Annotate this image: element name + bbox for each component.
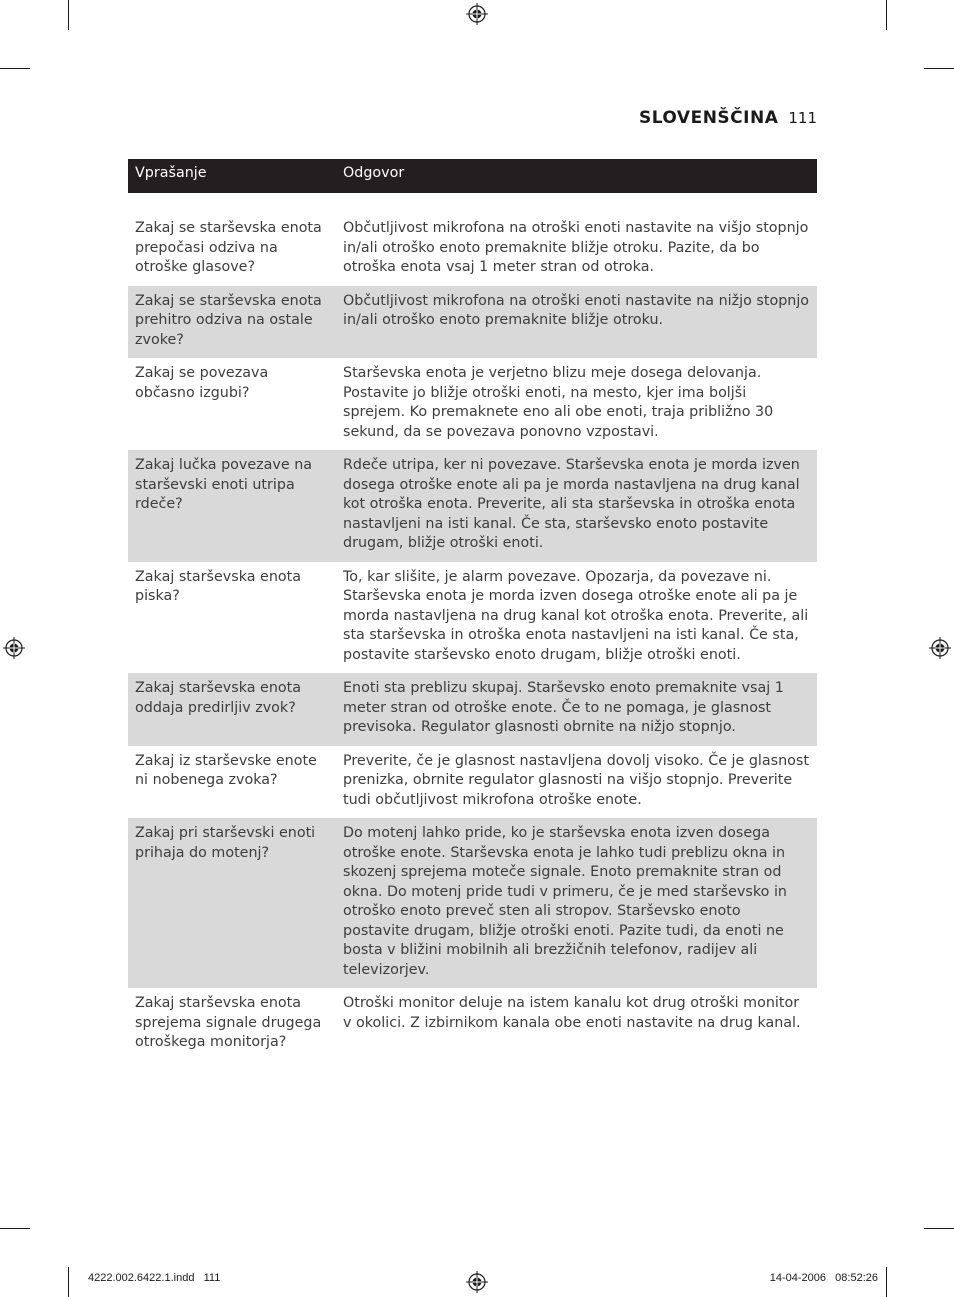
table-header-row (128, 159, 817, 193)
answer-cell: Starševska enota je verjetno blizu meje dosega delovanja. Postavite jo bližje otroški enoti, na mesto, kjer ima boljši sprejem. Ko premaknete eno ali obe enoti, traja približno 30 sekund, da se povezava ponovno vzpostavi. (343, 365, 774, 440)
crop-mark (0, 1228, 30, 1229)
table-row (128, 213, 817, 286)
question-cell: Zakaj se starševska enota prepočasi odziva na otroške glasove? (135, 220, 322, 275)
crop-mark (924, 1228, 954, 1229)
table-row (128, 286, 817, 359)
question-cell: Zakaj iz starševske enote ni nobenega zvoka? (135, 752, 317, 788)
page-number: 111 (788, 109, 817, 127)
section-language-title: SLOVENŠČINA (638, 108, 779, 128)
registration-mark-icon (466, 3, 488, 25)
table-row (128, 746, 817, 819)
registration-mark-icon (929, 637, 951, 659)
crop-mark (68, 1267, 69, 1297)
crop-mark (0, 68, 30, 69)
answer-cell: Enoti sta preblizu skupaj. Starševsko enoto premaknite vsaj 1 meter stran od otroške enote. Če to ne pomaga, je glasnost previsoka. Regulator glasnosti obrnite na nižjo stopnjo. (336, 673, 817, 746)
crop-mark (68, 0, 69, 30)
column-header-question: Vprašanje (128, 159, 336, 193)
question-cell: Zakaj starševska enota oddaja predirljiv zvok? (128, 673, 336, 746)
table-row (128, 988, 817, 1061)
answer-cell: Otroški monitor deluje na istem kanalu kot drug otroški monitor v okolici. Z izbirnikom kanala obe enoti nastavite na drug kanal. (343, 995, 801, 1031)
crop-mark (886, 0, 887, 30)
answer-cell: Do motenj lahko pride, ko je starševska enota izven dosega otroške enote. Starševska enota je lahko tudi preblizu okna in skozenj sprejema moteče signale. Enoto premaknite stran od okna. Do motenj pride tudi v primeru, če je med starševsko in otroško enoto preveč sten ali stropov. Starševsko enoto postavite drugam, bližje otroški enoti. Pazite tudi, da enoti ne bosta v bližini mobilnih ali brezžičnih telefonov, radijev ali televizorjev. (336, 818, 817, 988)
question-cell: Zakaj lučka povezave na starševski enoti utripa rdeče? (128, 450, 336, 562)
answer-cell: Občutljivost mikrofona na otroški enoti nastavite na nižjo stopnjo in/ali otroško enoto premaknite bližje otroku. (336, 286, 817, 359)
page-header (639, 108, 817, 128)
table-row (128, 818, 817, 988)
answer-cell: To, kar slišite, je alarm povezave. Opozarja, da povezave ni. Starševska enota je morda izven dosega otroške enote ali pa je morda nastavljena na drug kanal kot otroška enota. Preverite, ali sta starševska in otroška enota nastavljeni na isti kanal. Če sta, postavite starševsko enoto drugam, bližje otroški enoti. (343, 568, 809, 663)
question-cell: Zakaj se starševska enota prehitro odziva na ostale zvoke? (128, 286, 336, 359)
answer-cell: Preverite, če je glasnost nastavljena dovolj visoko. Če je glasnost prenizka, obrnite regulator glasnosti na višjo stopnjo. Preverite tudi občutljivost mikrofona otroške enote. (343, 752, 809, 808)
question-cell: Zakaj starševska enota sprejema signale drugega otroškega monitorja? (135, 995, 322, 1050)
question-cell: Zakaj se povezava občasno izgubi? (135, 365, 269, 401)
table-row (128, 562, 817, 674)
footer-file-slug: 4222.002.6422.1.indd 111 (88, 1272, 221, 1284)
registration-mark-icon (466, 1271, 488, 1293)
question-cell: Zakaj starševska enota piska? (135, 568, 302, 604)
crop-mark (924, 68, 954, 69)
question-cell: Zakaj pri starševski enoti prihaja do motenj? (128, 818, 336, 988)
troubleshooting-table (128, 159, 817, 1061)
column-header-answer: Odgovor (336, 159, 817, 193)
table-row (128, 358, 817, 450)
table-row (128, 673, 817, 746)
footer-datetime: 14-04-2006 08:52:26 (769, 1272, 878, 1284)
answer-cell: Občutljivost mikrofona na otroški enoti nastavite na višjo stopnjo in/ali otroško enoto premaknite bližje otroku. Pazite, da bo otroška enota vsaj 1 meter stran od otroka. (343, 220, 809, 275)
table-row (128, 450, 817, 562)
crop-mark (886, 1267, 887, 1297)
registration-mark-icon (3, 637, 25, 659)
answer-cell: Rdeče utripa, ker ni povezave. Starševska enota je morda izven dosega otroške enote ali pa je morda nastavljena na drug kanal kot otroška enota. Preverite, ali sta starševska in otroška enota nastavljeni na isti kanal. Če sta, starševsko enoto postavite drugam, bližje otroški enoti. (336, 450, 817, 562)
